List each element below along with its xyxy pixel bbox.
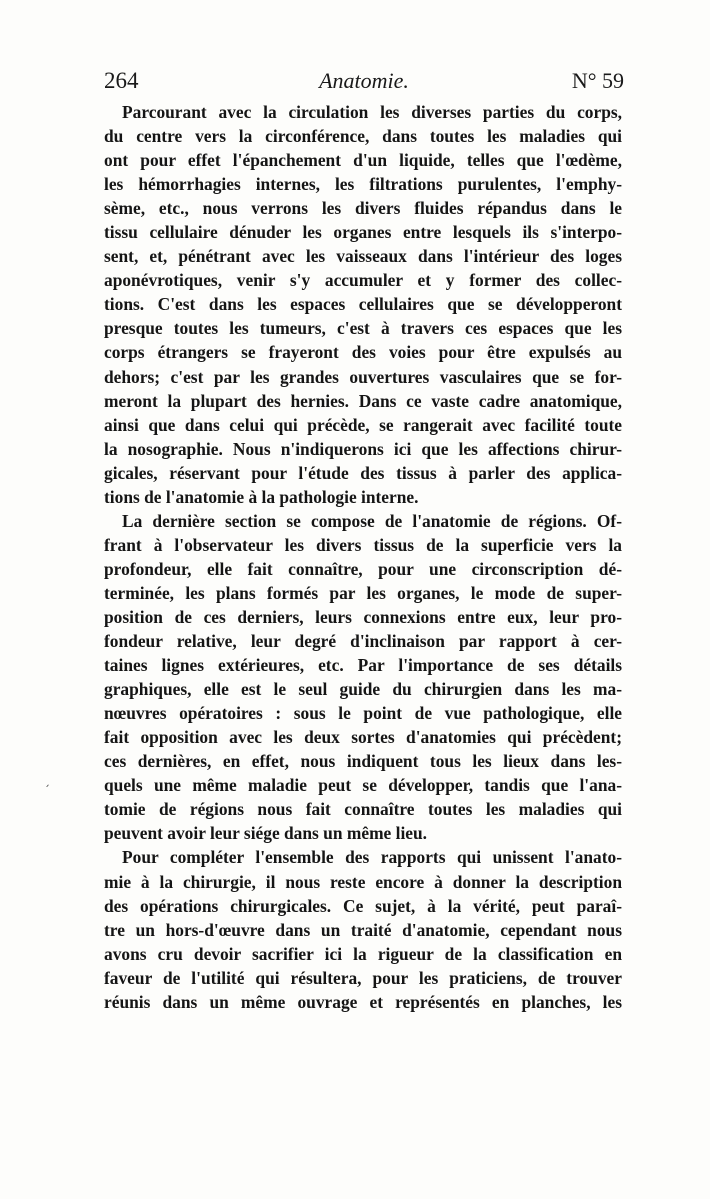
text-line: des opérations chirurgicales. Ce sujet, à la vérité, peut paraî- (104, 895, 622, 916)
text-line: tissu cellulaire dénuder les organes entre lesquels ils s'interpo- (104, 222, 622, 243)
text-line: les hémorrhagies internes, les filtrations purulentes, l'emphy- (104, 174, 622, 195)
text-line: Pour compléter l'ensemble des rapports qui unissent l'anato- (122, 847, 622, 868)
text-line: sème, etc., nous verrons les divers fluides répandus dans le (104, 198, 622, 219)
text-line: gicales, réservant pour l'étude des tissus à parler des applica- (104, 462, 622, 483)
paragraph-2 (104, 509, 622, 846)
text-line: profondeur, elle fait connaître, pour une circonscription dé- (104, 558, 622, 579)
text-line: réunis dans un même ouvrage et représentés en planches, les (104, 991, 622, 1012)
text-line: corps étrangers se frayeront des voies pour être expulsés au (104, 342, 622, 363)
text-line: tre un hors-d'œuvre dans un traité d'anatomie, cependant nous (104, 919, 622, 940)
text-line: peuvent avoir leur siége dans un même lieu. (104, 823, 428, 844)
paragraph-1 (104, 100, 622, 509)
text-line: tions. C'est dans les espaces cellulaires que se développeront (104, 294, 622, 315)
text-line: nœuvres opératoires : sous le point de vue pathologique, elle (104, 703, 622, 724)
text-line: dehors; c'est par les grandes ouvertures vasculaires que se for- (104, 366, 622, 387)
text-line: faveur de l'utilité qui résultera, pour les praticiens, de trouver (104, 967, 622, 988)
signature-mark: N° 59 (571, 68, 624, 93)
text-line: frant à l'observateur les divers tissus de la superficie vers la (104, 534, 622, 555)
text-line: avons cru devoir sacrifier ici la rigueur de la classification en (104, 943, 622, 964)
text-line: ont pour effet l'épanchement d'un liquide, telles que l'œdème, (104, 150, 622, 171)
text-line: mie à la chirurgie, il nous reste encore à donner la description (104, 871, 622, 892)
text-line: La dernière section se compose de l'anatomie de régions. Of- (122, 510, 622, 531)
text-line: sent, et, pénétrant avec les vaisseaux dans l'intérieur des loges (104, 246, 622, 267)
body-text (104, 100, 622, 1014)
paragraph-3 (104, 845, 622, 1013)
text-line: graphiques, elle est le seul guide du chirurgien dans les ma- (104, 679, 622, 700)
text-line: aponévrotiques, venir s'y accumuler et y former des collec- (104, 270, 622, 291)
text-line: quels une même maladie peut se développer, tandis que l'ana- (104, 775, 622, 796)
text-line: ces dernières, en effet, nous indiquent tous les lieux dans les- (104, 751, 622, 772)
text-line: meront la plupart des hernies. Dans ce vaste cadre anatomique, (104, 390, 622, 411)
text-line: fondeur relative, leur degré d'inclinaison par rapport à cer- (104, 631, 622, 652)
margin-speck: ˏ (44, 773, 50, 787)
page-number: 264 (104, 68, 139, 93)
text-line: fait opposition avec les deux sortes d'anatomies qui précèdent; (104, 727, 622, 748)
text-line: ainsi que dans celui qui précède, se rangerait avec facilité toute (104, 414, 622, 435)
page-header (104, 68, 624, 102)
text-line: la nosographie. Nous n'indiquerons ici que les affections chirur- (104, 438, 622, 459)
text-line: du centre vers la circonférence, dans toutes les maladies qui (104, 126, 622, 147)
text-line: taines lignes extérieures, etc. Par l'importance de ses détails (104, 655, 622, 676)
running-title: Anatomie. (319, 68, 409, 93)
text-line: tions de l'anatomie à la pathologie interne. (104, 486, 419, 507)
text-line: Parcourant avec la circulation les diverses parties du corps, (122, 102, 622, 122)
text-line: terminée, les plans formés par les organes, le mode de super- (104, 582, 622, 603)
text-line: presque toutes les tumeurs, c'est à travers ces espaces que les (104, 318, 622, 339)
text-line: tomie de régions nous fait connaître toutes les maladies qui (104, 799, 622, 820)
text-line: position de ces derniers, leurs connexions entre eux, leur pro- (104, 606, 622, 627)
